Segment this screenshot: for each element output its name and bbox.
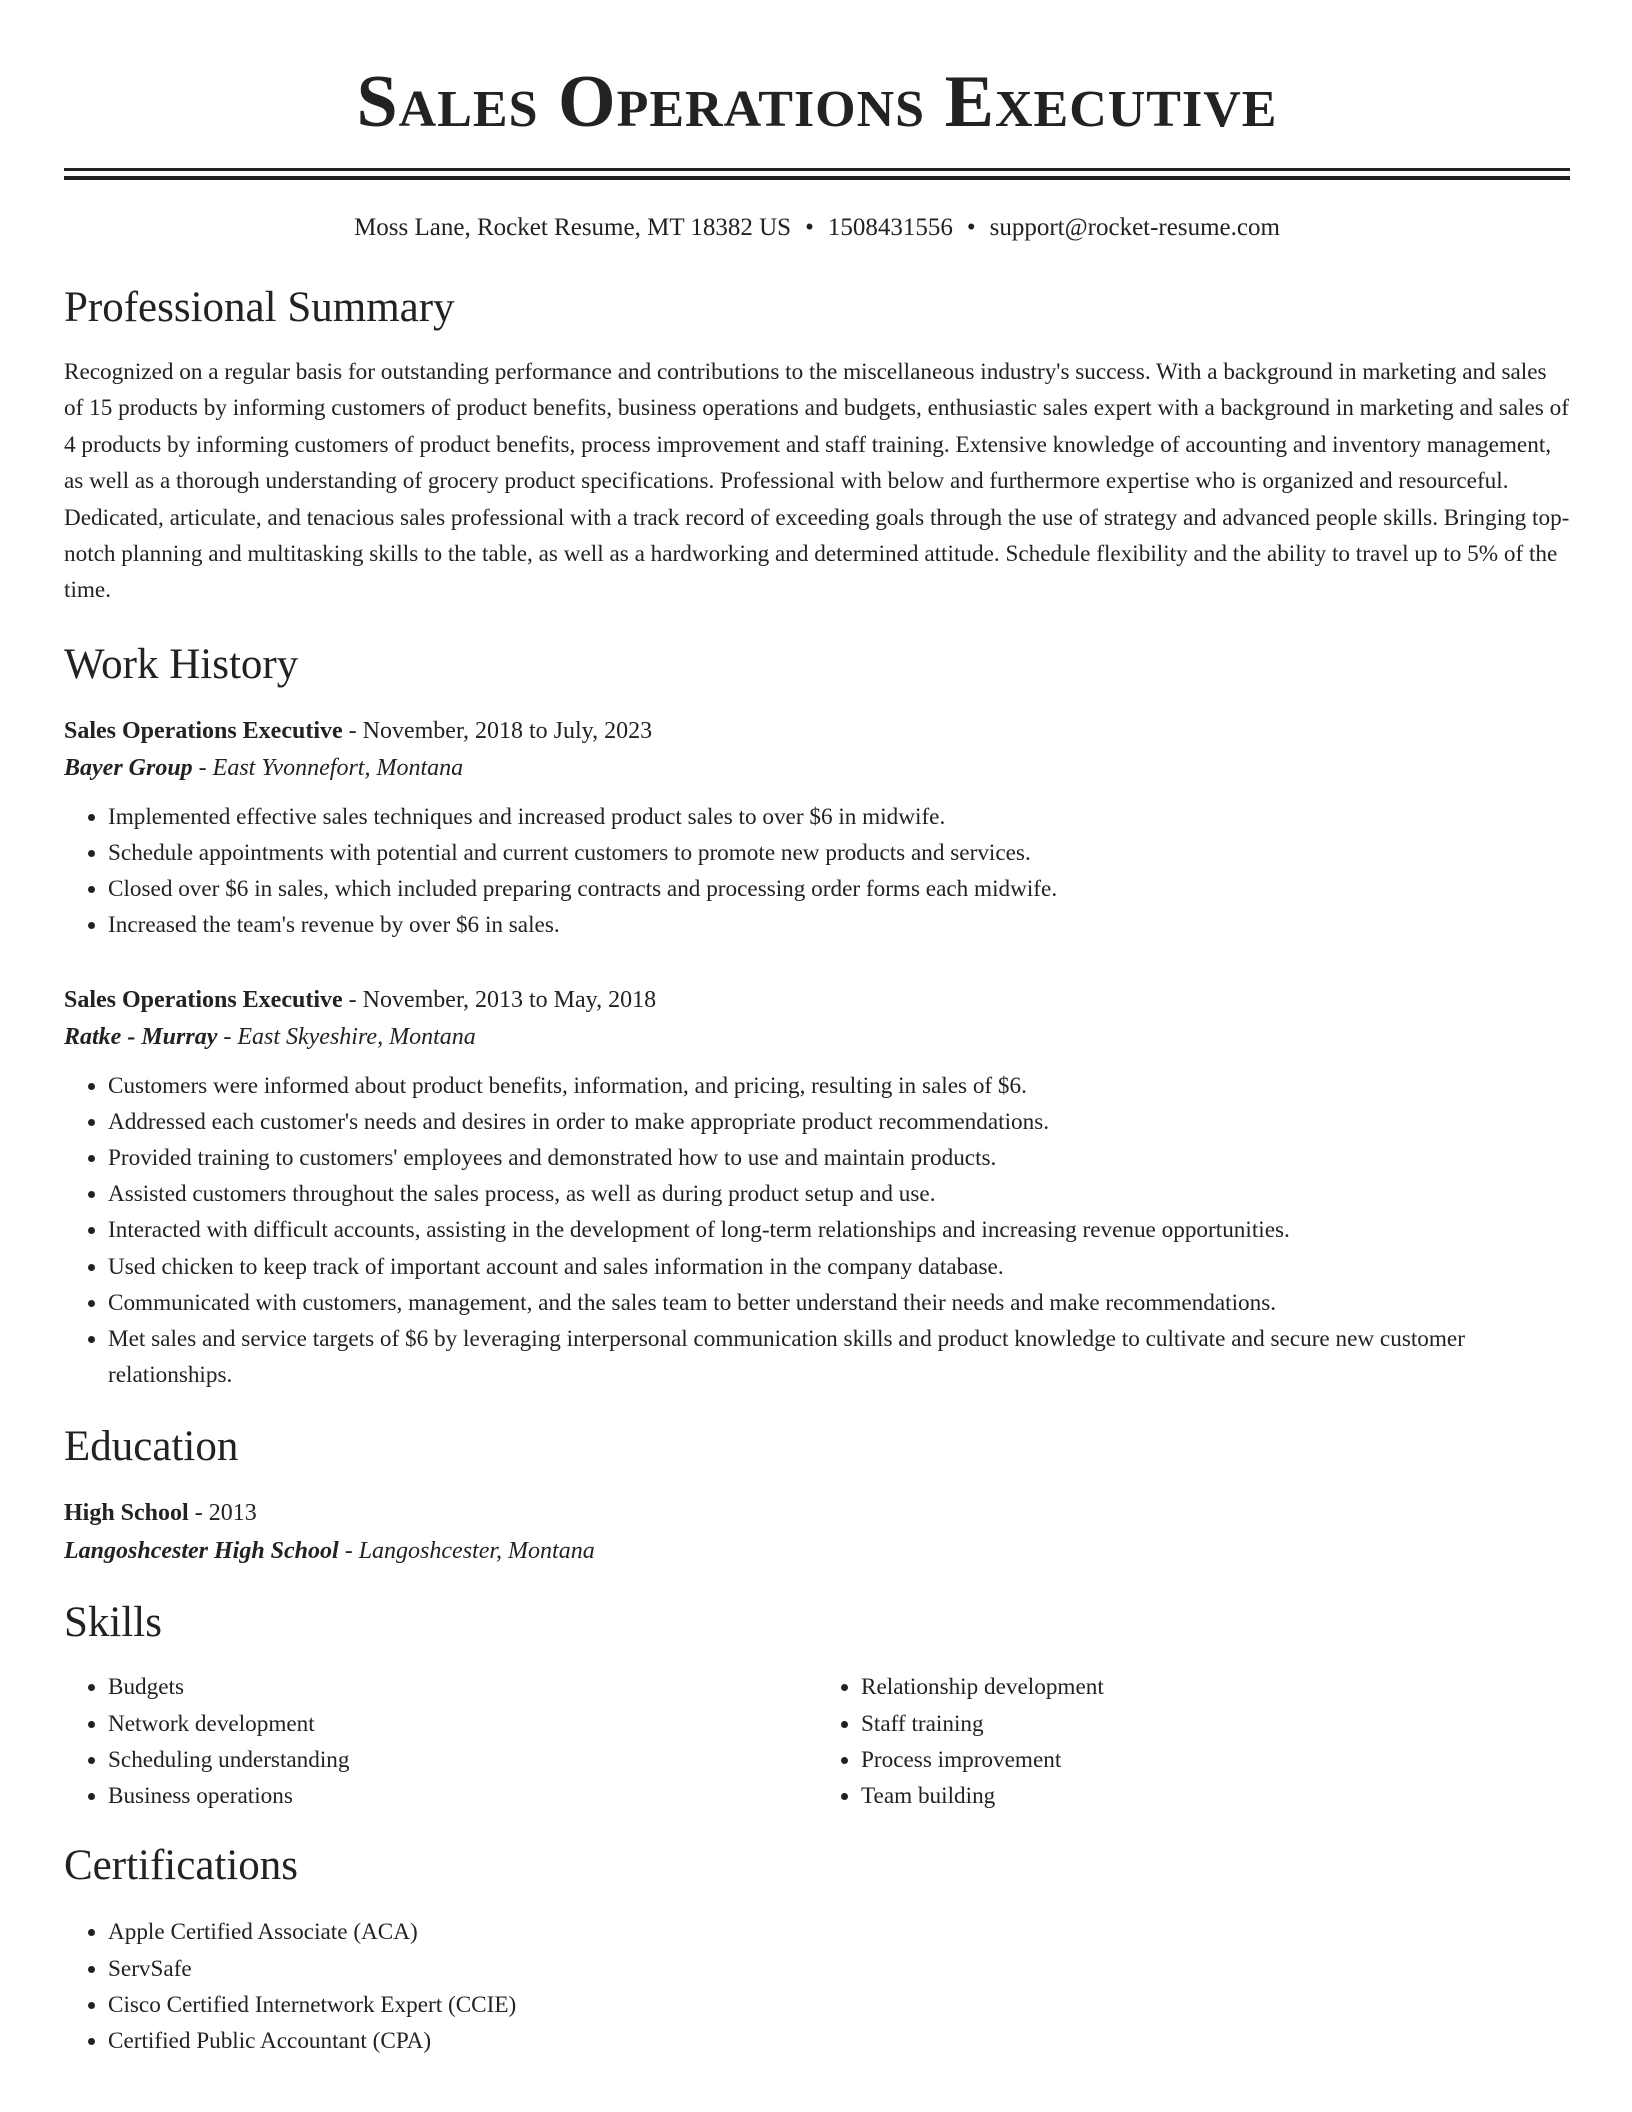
certifications-heading: Certifications xyxy=(64,1842,299,1890)
title-divider xyxy=(64,168,1570,180)
contact-address: Moss Lane, Rocket Resume, MT 18382 US xyxy=(354,214,792,241)
job-entry xyxy=(64,982,1570,1394)
skill-item: • Team building xyxy=(861,1778,1570,1814)
certifications-list xyxy=(64,1914,1570,2059)
work-history-heading: Work History xyxy=(64,640,299,688)
job-bullet: • Schedule appointments with potential and current customers to promote new products and services. xyxy=(108,835,1570,871)
summary-heading: Professional Summary xyxy=(64,284,455,331)
job-bullet: • Addressed each customer's needs and desires in order to make appropriate product recommendations. xyxy=(108,1104,1570,1140)
job-bullets xyxy=(64,1068,1570,1394)
skill-item: • Scheduling understanding xyxy=(108,1742,817,1778)
summary-text: Recognized on a regular basis for outstanding performance and contributions to the miscellaneous industry's success. With a background in marketing and sales of 15 products by informing customers of product benefits, business operations and budgets, enthusiastic sales expert with a background in marketing and sales of 4 products by informing customers of product benefits, process improvement and staff training. Extensive knowledge of accounting and inventory management, as well as a thorough understanding of grocery product specifications. Professional with below and furthermore expertise who is organized and resourceful. Dedicated, articulate, and tenacious sales professional with a track record of exceeding goals through the use of strategy and advanced people skills. Bringing top-notch planning and multitasking skills to the table, as well as a hardworking and determined attitude. Schedule flexibility and the ability to travel up to 5% of the time. xyxy=(64,359,1570,604)
education-heading: Education xyxy=(64,1423,239,1471)
job-bullet: • Met sales and service targets of $6 by leveraging interpersonal communication skills and product knowledge to cultivate and secure new customer relationships. xyxy=(108,1321,1570,1393)
job-company: Ratke - Murray xyxy=(64,1023,218,1050)
job-bullet: • Customers were informed about product benefits, information, and pricing, resulting in sales of $6. xyxy=(108,1068,1570,1104)
education-degree: High School xyxy=(64,1500,189,1527)
skills-column-left xyxy=(64,1669,817,1814)
resume-page xyxy=(64,0,1570,2059)
certification-item: • Certified Public Accountant (CPA) xyxy=(108,2023,1570,2059)
certification-item: • ServSafe xyxy=(108,1951,1570,1987)
education-entry xyxy=(64,1495,1570,1571)
job-company-line xyxy=(64,749,1570,787)
job-title: Sales Operations Executive xyxy=(64,717,343,744)
education-school-line xyxy=(64,1531,1570,1571)
skills-column-right xyxy=(817,1669,1570,1814)
skill-item: • Staff training xyxy=(861,1706,1570,1742)
education-school: Langoshcester High School xyxy=(64,1538,339,1565)
education-location: - Langoshcester, Montana xyxy=(338,1538,595,1565)
skills-list xyxy=(64,1669,1570,1814)
skill-item: • Budgets xyxy=(108,1669,817,1705)
job-bullet: • Used chicken to keep track of important account and sales information in the company database. xyxy=(108,1249,1570,1285)
education-degree-line xyxy=(64,1495,1570,1531)
job-bullets xyxy=(64,799,1570,944)
contact-email: support@rocket-resume.com xyxy=(989,214,1280,241)
contact-separator: • xyxy=(805,214,814,241)
skill-item: • Business operations xyxy=(108,1778,817,1814)
job-bullet: • Assisted customers throughout the sales process, as well as during product setup and use. xyxy=(108,1176,1570,1212)
job-location: - East Skyeshire, Montana xyxy=(217,1023,476,1050)
skills-heading: Skills xyxy=(64,1599,162,1647)
job-bullet: • Closed over $6 in sales, which included preparing contracts and processing order forms each midwife. xyxy=(108,871,1570,907)
contact-phone: 1508431556 xyxy=(827,214,953,241)
job-title-line xyxy=(64,713,1570,749)
certification-item: • Apple Certified Associate (ACA) xyxy=(108,1914,1570,1950)
job-bullet: • Implemented effective sales techniques and increased product sales to over $6 in midwife. xyxy=(108,799,1570,835)
skill-item: • Network development xyxy=(108,1706,817,1742)
job-company: Bayer Group xyxy=(64,754,193,781)
job-location: - East Yvonnefort, Montana xyxy=(192,754,464,781)
job-entry xyxy=(64,713,1570,944)
skill-item: • Relationship development xyxy=(861,1669,1570,1705)
contact-line xyxy=(64,212,1570,244)
job-company-line xyxy=(64,1018,1570,1056)
resume-title: Sales Operations Executive xyxy=(356,61,1278,143)
job-title-line xyxy=(64,982,1570,1018)
job-bullet: • Provided training to customers' employees and demonstrated how to use and maintain products. xyxy=(108,1140,1570,1176)
job-title: Sales Operations Executive xyxy=(64,986,343,1013)
skill-item: • Process improvement xyxy=(861,1742,1570,1778)
certification-item: • Cisco Certified Internetwork Expert (CCIE) xyxy=(108,1987,1570,2023)
job-dates: - November, 2013 to May, 2018 xyxy=(342,986,657,1013)
education-year: - 2013 xyxy=(188,1500,257,1527)
job-bullet: • Interacted with difficult accounts, assisting in the development of long-term relationships and increasing revenue opportunities. xyxy=(108,1212,1570,1248)
job-dates: - November, 2018 to July, 2023 xyxy=(342,717,653,744)
job-bullet: • Increased the team's revenue by over $6 in sales. xyxy=(108,907,1570,943)
contact-separator: • xyxy=(966,214,976,241)
job-bullet: • Communicated with customers, management, and the sales team to better understand their needs and make recommendations. xyxy=(108,1285,1570,1321)
